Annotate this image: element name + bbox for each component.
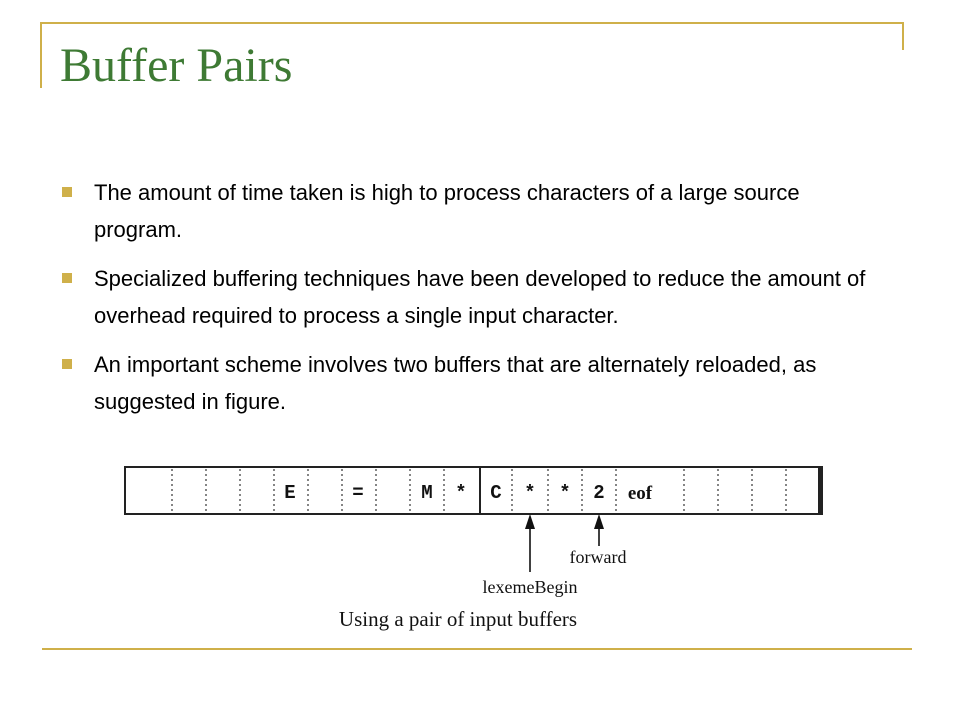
buffer-cell: = (352, 482, 364, 504)
bullet-text: An important scheme involves two buffers that are alternately reloaded, as suggested in figure. (94, 352, 817, 414)
buffer-cell: 2 (593, 482, 605, 504)
slide-title: Buffer Pairs (60, 39, 293, 92)
buffer-cell: * (455, 482, 467, 504)
buffer-cell: * (524, 482, 536, 504)
buffer-cell: eof (627, 483, 653, 504)
forward-arrow-icon (594, 514, 604, 529)
lexeme-begin-label: lexemeBegin (482, 577, 578, 597)
bullet-text: Specialized buffering techniques have been developed to reduce the amount of overhead required to process a single input character. (94, 266, 866, 328)
buffer-cell: M (421, 482, 433, 504)
buffer-cell: C (490, 482, 502, 504)
buffer-cell: * (559, 482, 571, 504)
forward-label: forward (569, 547, 627, 567)
figure-caption: Using a pair of input buffers (338, 607, 578, 631)
buffer-cell: E (284, 482, 296, 504)
bullet-text: The amount of time taken is high to process characters of a large source program. (94, 180, 800, 242)
lexeme-arrow-icon (525, 514, 535, 529)
